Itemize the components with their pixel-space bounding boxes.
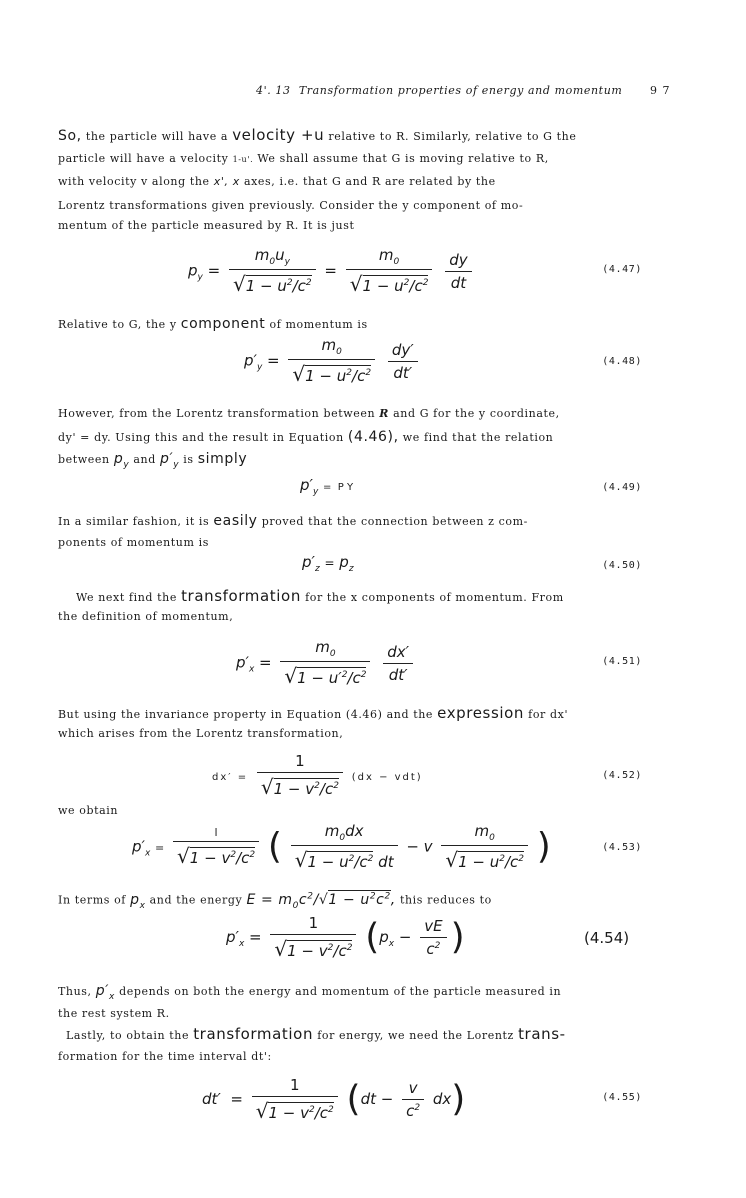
axes-label: x', x — [213, 175, 240, 188]
text: Relative to G, the y — [58, 318, 177, 331]
paragraph-1-line-2 — [58, 151, 549, 168]
velocity-value: 1-u'. — [232, 155, 254, 164]
paragraph-10-line-2: formation for the time interval dt': — [58, 1050, 272, 1063]
paragraph-1-line-1 — [58, 127, 576, 145]
paragraph-3-line-1: However, from the Lorentz transformation between R and G for the y coordinate, — [58, 407, 560, 420]
paragraph-5-line-2: the definition of momentum, — [58, 610, 234, 623]
paragraph-5-line-1 — [58, 588, 564, 606]
equation-4-49: $p'_y = P$ Y — [300, 476, 354, 497]
paragraph-2 — [58, 316, 368, 333]
transformation-word: transformation — [181, 587, 301, 605]
paragraph-9-line-1: Thus, $p'_x$ depends on both the energy and momentum of the particle measured in — [58, 983, 562, 1002]
running-header — [256, 84, 622, 97]
equation-number: (4.47) — [602, 264, 642, 275]
text: In a similar fashion, it is — [58, 515, 210, 528]
equation-4-47: $p_y$ = $\frac{m_0u_y}{√1 - u^2/c^2}$ = $\frac{m_0}{√1 - u^2/c^2}$ $\frac{dy}{dt}$ — [188, 246, 476, 296]
equation-4-52: dx′ = $\frac{1}{√1 - v^2/c^2}$ (dx − vdt) — [212, 752, 423, 799]
page-number: 9 7 — [650, 84, 671, 97]
paragraph-6-line-2: which arises from the Lorentz transformation, — [58, 727, 344, 740]
equation-4-50: $p'_z = p_z$ — [302, 553, 354, 574]
text: particle will have a velocity — [58, 152, 229, 165]
text: we find that the relation — [402, 431, 554, 444]
text: Lastly, to obtain the — [66, 1029, 190, 1042]
text: dy' = dy. Using this and the result in Equation — [58, 431, 344, 444]
equation-number: (4.48) — [602, 356, 642, 367]
paragraph-1-line-4: Lorentz transformations given previously. Consider the y component of mo- — [58, 199, 524, 212]
equation-number: (4.55) — [602, 1092, 642, 1103]
paragraph-7: we obtain — [58, 804, 119, 817]
text: with velocity v along the — [58, 175, 210, 188]
paragraph-8: In terms of $p_x$ and the energy $E = m_0c^2/√1 - u^2c^2$, this reduces to — [58, 891, 492, 911]
text: for energy, we need the Lorentz — [317, 1029, 514, 1042]
paragraph-1-line-5: mentum of the particle measured by R. It is just — [58, 219, 355, 232]
text: and — [133, 453, 156, 466]
text: axes, i.e. that G and R are related by the — [243, 175, 496, 188]
text: this reduces to — [399, 893, 492, 907]
paragraph-3-line-3: between $p_y$ and $p'_y$ is simply — [58, 451, 248, 470]
text: relative to R. Similarly, relative to G the — [328, 130, 577, 143]
trans-word: trans- — [518, 1025, 566, 1043]
paragraph-9-line-2: the rest system R. — [58, 1007, 170, 1020]
text: of momentum is — [269, 318, 368, 331]
section-title: Transformation properties of energy and momentum — [298, 84, 623, 97]
text: We shall assume that G is moving relative to R, — [257, 152, 549, 165]
transformation-word: transformation — [193, 1025, 314, 1043]
equation-4-51: $p'_x$ = $\frac{m_0}{√1 - u'^2/c^2}$ $\frac{dx'}{dt'}$ — [236, 638, 417, 688]
text: and the energy — [149, 893, 243, 907]
text: the particle will have a — [85, 130, 229, 143]
equation-4-53: $p'_x$ = $\frac{l}{√1 - v^2/c^2}$ ( $\frac{m_0dx}{√1 - u^2/c^2 dt}$ − v $\frac{m_0}{√1 - u^2/c^2}$ ) — [132, 822, 551, 872]
equation-number: (4.49) — [602, 482, 642, 493]
so-word: So, — [58, 128, 82, 144]
paragraph-4-line-2: ponents of momentum is — [58, 536, 209, 549]
component-word: component — [180, 316, 266, 332]
paragraph-6-line-1 — [58, 705, 568, 723]
paragraph-1-line-3 — [58, 174, 496, 190]
section-number: 4'. 13 — [256, 84, 291, 97]
text: proved that the connection between z com- — [261, 515, 528, 528]
paragraph-3-line-2 — [58, 429, 553, 446]
equation-number: (4.53) — [602, 842, 642, 853]
text: In terms of — [58, 893, 126, 907]
equation-number: (4.51) — [602, 656, 642, 667]
equation-4-55: dt′ = $\frac{1}{√1 - v^2/c^2}$ (dt − $\frac{v}{c^2}$ dx) — [202, 1076, 466, 1123]
easily-word: easily — [213, 513, 258, 529]
simply-word: simply — [197, 451, 248, 467]
velocity-word: velocity +u — [232, 126, 325, 144]
paragraph-10-line-1 — [58, 1026, 566, 1044]
text: depends on both the energy and momentum of the particle measured in — [119, 985, 562, 998]
equation-number-4-54: (4.54) — [584, 929, 630, 947]
text: We next find the — [76, 591, 177, 604]
equation-4-48: $p'_y$ = $\frac{m_0}{√1 - u^2/c^2}$ $\frac{dy'}{dt'}$ — [244, 336, 422, 386]
text: and G for the y coordinate, — [393, 407, 560, 420]
equation-ref: (4.46), — [347, 429, 399, 445]
equation-number: (4.52) — [602, 770, 642, 781]
equation-number: (4.50) — [602, 560, 642, 571]
text: But using the invariance property in Equation (4.46) and the — [58, 708, 434, 721]
text: Thus, — [58, 985, 92, 998]
expression-word: expression — [437, 704, 525, 722]
text: between — [58, 453, 110, 466]
text: is — [183, 453, 194, 466]
equation-4-54: $p'_x$ = $\frac{1}{√1 - v^2/c^2}$ ($p_x$ − $\frac{vE}{c^2}$ ) — [226, 914, 465, 961]
paragraph-4-line-1 — [58, 513, 528, 530]
text: for dx' — [528, 708, 569, 721]
text: for the x components of momentum. From — [305, 591, 564, 604]
text: However, from the Lorentz transformation between — [58, 407, 376, 420]
